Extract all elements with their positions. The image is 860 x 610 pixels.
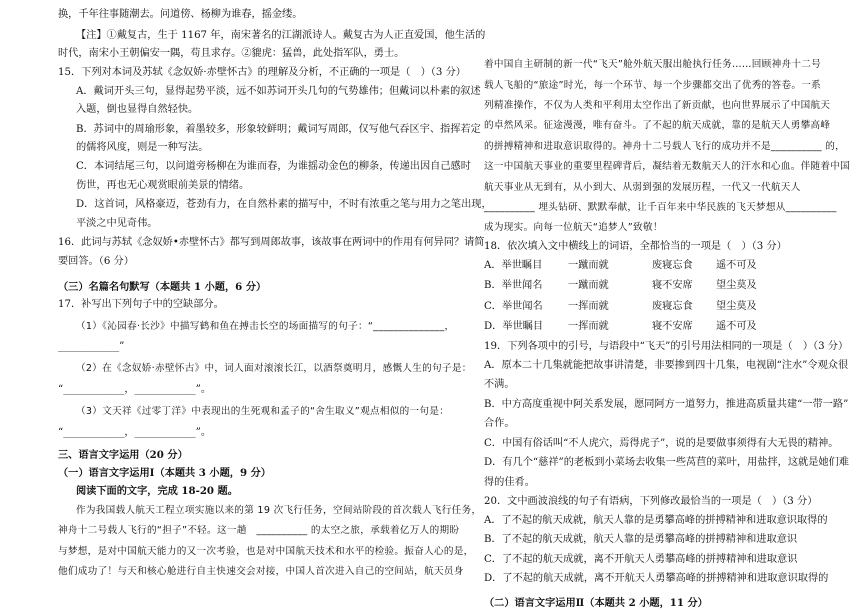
left-text-line: （2）在《念奴娇·赤壁怀古》中，词人面对滚滚长江，以酒祭奠明月，感慨人生的句子是：: [76, 363, 472, 374]
left-text-line: 【注】①戴复古，生于 1167 年，南宋著名的江湖派诗人。戴复古为人正直爱国，他生活的: [76, 30, 486, 41]
right-text-line: __________ 埋头钻研、默默奉献，让千百年来中华民族的飞天梦想从__________: [484, 202, 837, 213]
left-text-line: D．这首词，风格豪迈，苍劲有力，在自然朴素的描写中，不时有浓重之笔与用力之笔出现，: [76, 199, 492, 210]
left-text-line: B．苏词中的周瑜形象，着墨较多，形象较鲜明；戴词写周郎，仅写他气吞区宇、指挥若定: [76, 124, 481, 135]
left-text-line: 伤世，再也无心观赏眼前美景的情绪。: [76, 180, 250, 191]
left-text-line: “____________，____________”。: [58, 384, 212, 395]
left-text-line: C．本词结尾三句，以问道旁杨柳在为谁而春，为谁摇动金色的柳条，传递出因自己感时: [76, 161, 471, 172]
right-text-line: C．了不起的航天成就，离不开航天人勇攀高峰的拼搏精神和进取意识: [484, 554, 798, 565]
right-text-line: 航天事业从无到有，从小到大、从弱到强的发展历程，一代又一代航天人: [484, 182, 801, 193]
right-text-line: 20．文中画波浪线的句子有语病，下列修改最恰当的一项是（ ）（3 分）: [484, 496, 818, 507]
q18-option-cell: 废寝忘食: [652, 301, 693, 312]
left-text-line: 要回答。（6 分）: [58, 256, 134, 267]
right-text-line: 载人飞船的“旅途”时光，每一个环节、每一个步骤都交出了优秀的答卷。一系: [484, 80, 822, 91]
right-text-line: D．有几个“慈祥”的老板到小菜场去收集一些莴苣的菜叶，用盐拌，这就是她们难: [484, 457, 849, 468]
left-text-line: （一）语言文字运用Ⅰ（本题共 3 小题，9 分）: [58, 467, 271, 479]
left-text-line: 作为我国载人航天工程立项实施以来的第 19 次飞行任务，空间站阶段的首次载人飞行任务，: [76, 505, 482, 516]
left-text-line: 平淡之中见奇伟。: [76, 218, 158, 229]
right-text-line: （二）语言文字运用Ⅱ（本题共 2 小题，11 分）: [484, 597, 708, 609]
right-text-line: C．中国有俗话叫“不人虎穴，焉得虎子”，说的是要做事须得有大无畏的精神。: [484, 438, 839, 449]
left-text-line: （3）文天祥《过零丁洋》中表现出的生死观和孟子的“舍生取义”观点相似的一句是：: [76, 406, 450, 417]
q18-option-cell: 望尘莫及: [716, 301, 757, 312]
q18-option-cell: 遥不可及: [716, 321, 757, 332]
q18-option-cell: D．举世瞩目: [484, 321, 544, 332]
q18-option-cell: A．举世瞩目: [484, 260, 543, 271]
q18-option-cell: 遥不可及: [716, 260, 757, 271]
right-text-line: 着中国自主研制的新一代“飞天”舱外航天服出舱执行任务……回顾神舟十二号: [484, 59, 822, 70]
left-text-line: （三）名篇名句默写（本题共 1 小题，6 分）: [58, 281, 267, 293]
q18-option-cell: 望尘莫及: [716, 280, 757, 291]
right-text-line: B．中方高度重视中阿关系发展，愿同阿方一道努力，推进高质量共建“一带一路”: [484, 399, 849, 410]
left-text-line: 与梦想，是对中国航天能力的又一次考验，也是对中国航天技术和水平的检验。振奋人心的是，: [58, 546, 474, 557]
q18-option-cell: 一蹴而就: [568, 260, 609, 271]
right-text-line: 这一中国航天事业的重要里程碑背后，凝结着无数航天人的汗水和心血。伴随着中国: [484, 161, 851, 172]
left-text-line: 15．下列对本词及苏轼《念奴娇·赤壁怀古》的理解及分析，不正确的一项是（ ）（3 分）: [58, 67, 466, 78]
left-text-line: ____________”: [58, 341, 125, 352]
right-text-line: 成为现实。向每一位航天“追梦人”致敬！: [484, 222, 663, 233]
q18-option-cell: C．举世闻名: [484, 301, 543, 312]
left-text-line: 17．补写出下列句子中的空缺部分。: [58, 299, 224, 310]
right-text-line: B．了不起的航天成就，航天人靠的是勇攀高峰的拼搏精神和进取意识: [484, 534, 798, 545]
q18-option-cell: 废寝忘食: [652, 260, 693, 271]
left-text-line: 的儒将风度，则是一种写法。: [76, 142, 209, 153]
right-text-line: 得的佳肴。: [484, 477, 535, 488]
left-text-line: 换，千年往事随潮去。问道傍、杨柳为谁春，摇金缕。: [58, 9, 303, 20]
right-text-line: 合作。: [484, 418, 515, 429]
right-text-line: 的卓然风采。征途漫漫，唯有奋斗。了不起的航天成就，靠的是航天人勇攀高峰: [484, 120, 831, 131]
right-text-line: 19．下列各项中的引号，与语段中“飞天”的引号用法相同的一项是（ ）（3 分）: [484, 341, 849, 352]
left-text-line: “____________，____________”。: [58, 427, 212, 438]
left-text-line: 16．此词与苏轼《念奴娇•赤壁怀古》都写到周郎故事，该故事在两词中的作用有何异同？请简: [58, 237, 485, 248]
left-text-line: 他们成功了！与天和核心舱进行自主快速交会对接，中国人首次进入自己的空间站，航天员身: [58, 566, 464, 577]
right-text-line: A．原本二十几集就能把故事讲清楚，非要掺到四十几集，电视剧“注水”令观众很: [484, 360, 849, 371]
q18-option-cell: 寝不安席: [652, 321, 693, 332]
right-text-line: 列精准操作，不仅为人类和平利用太空作出了新贡献，也向世界展示了中国航天: [484, 100, 831, 111]
right-text-line: 不满。: [484, 379, 515, 390]
left-text-line: 入题，倒也显得自然轻快。: [76, 104, 199, 115]
left-text-line: A．戴词开头三句，显得起势平淡，远不如苏词开头几句的气势雄伟；但戴词以朴素的叙述: [76, 86, 481, 97]
q18-option-cell: 寝不安席: [652, 280, 693, 291]
q18-option-cell: 一挥而就: [568, 321, 609, 332]
left-text-line: 神舟十二号载人飞行的“担子”不轻。这一趟 __________ 的太空之旅，承载着亿万人的期盼: [58, 525, 460, 536]
left-text-line: 阅读下面的文字，完成 18-20 题。: [76, 485, 238, 497]
q18-option-cell: B．举世闻名: [484, 280, 543, 291]
right-text-line: A．了不起的航天成就，航天人靠的是勇攀高峰的拼搏精神和进取意识取得的: [484, 515, 828, 526]
left-text-line: （1）《沁园春·长沙》中描写鹤和鱼在搏击长空的场面描写的句子：“______________，: [76, 321, 455, 332]
left-text-line: 时代，南宋小王朝偏安一隅，苟且求存。②貔虎：猛兽，此处指军队，勇士。: [58, 48, 405, 59]
right-text-line: 的拼搏精神和进取意识取得的。神舟十二号载人飞行的成功并不是__________ 的，: [484, 141, 846, 152]
right-text-line: D．了不起的航天成就，离不开航天人勇攀高峰的拼搏精神和进取意识取得的: [484, 573, 829, 584]
q18-option-cell: 一挥而就: [568, 301, 609, 312]
right-text-line: 18．依次填入文中横线上的词语，全都恰当的一项是（ ）（3 分）: [484, 241, 787, 252]
left-text-line: 三、语言文字运用（20 分）: [58, 449, 188, 461]
q18-option-cell: 一蹴而就: [568, 280, 609, 291]
